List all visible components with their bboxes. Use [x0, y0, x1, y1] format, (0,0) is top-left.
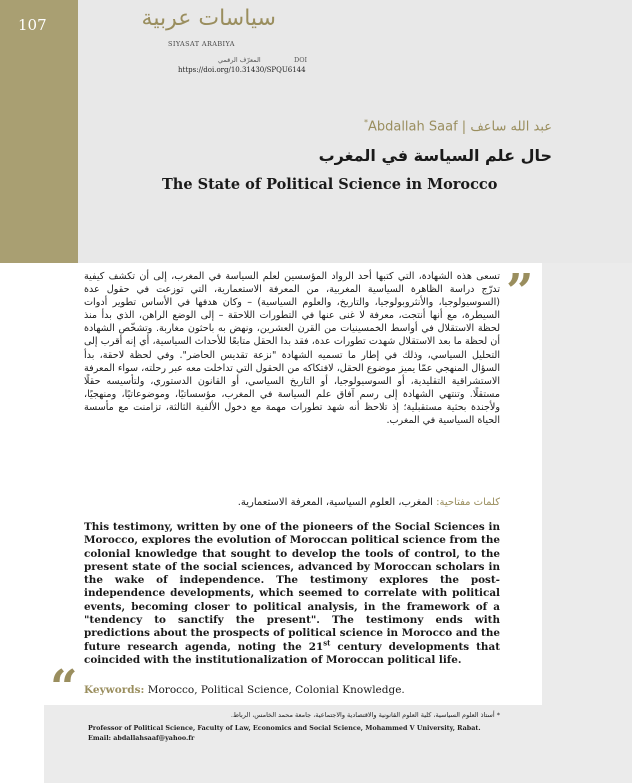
keywords-label-english: Keywords: — [84, 684, 145, 696]
footnote-arabic-text: أستاذ العلوم السياسية، كلية العلوم القانونية والاقتصادية والاجتماعية، جامعة محمد الخامس، الرباط. — [230, 711, 495, 719]
footnote-english: Professor of Political Science, Faculty of Law, Economics and Social Science, Mohammed V University, Rabat. — [88, 724, 481, 732]
journal-logo-arabic: سياسات عربية — [141, 6, 276, 31]
abstract-english — [84, 521, 500, 667]
keywords-list-english: Morocco, Political Science, Colonial Knowledge. — [147, 684, 405, 696]
footnote-arabic — [84, 711, 500, 719]
footnote-email[interactable]: Email: abdallahsaaf@yahoo.fr — [88, 734, 195, 742]
author-name-arabic: عبد الله ساعف — [470, 119, 552, 135]
article-title-arabic: حال علم السياسة في المغرب — [318, 146, 552, 165]
ordinal-suffix: st — [323, 638, 331, 648]
doi-label-arabic: المعرّف الرقمي — [218, 56, 261, 64]
author-line — [364, 118, 552, 134]
keywords-english — [84, 684, 405, 696]
article-title-english: The State of Political Science in Morocco — [162, 176, 498, 193]
author-name-latin: Abdallah Saaf — [367, 119, 458, 135]
page-number-band — [0, 0, 78, 263]
keywords-label-arabic: كلمات مفتاحية: — [436, 497, 500, 508]
author-separator: | — [461, 119, 467, 135]
footnote-mark: * — [496, 711, 500, 719]
journal-logo-english: SIYASAT ARABIYA — [168, 40, 235, 48]
journal-logo — [141, 6, 276, 62]
close-quote-icon: “ — [50, 660, 78, 716]
abstract-arabic: تسعى هذه الشهادة، التي كتبها أحد الرواد المؤسسين لعلم السياسة في المغرب، إلى أن تكشف كيفية تدرّج دراسة الظاهرة السياسية المغربية، من المعرفة الاستعمارية، التي توزعت في حقول عدة (السوسيولوجيا، والأنثروبولوجيا، والتاريخ، والعلوم السياسية) – وكان هدفها في الأساس تطوير أدوات السيطرة، مع أنها أنتجت، معرفة لا غنى عنها في التطورات اللاحقة – إلى الوضع الراهن، الذي بدأ منذ لحظة الاستقلال في أواسط الخمسينيات من القرن العشرين، ونهض به باحثون مغاربة. وتشخّص الشهادة أن لحظة ما بعد الاستقلال شهدت تطورات عدة، فقد بدا الحقل متابعًا للأحداث السياسية، أي إنه أقرب إلى التحليل السياسي، وذلك في إطار ما تسميه الشهادة "نزعة تقديس الحاضر". وفي لحظة لاحقة، بدأ السؤال المنهجي عمّا يميز موضوع الحقل، لافتكاكه من الحقول التي تداخلت معه عبر رحلته، سواء المعرفة الاستشراقية التقليدية، أو السوسيولوجيا، أو التاريخ السياسي، أو القانون الدستوري، ولتأسيسه حقلًا مستقلًا. وتنتهي الشهادة إلى رسم آفاق علم السياسة في المغرب، مؤسساتيًا، وموضوعاتيًا، ومنهجيًا، ولأجندة بحثية مستقبلية؛ إذ تلاحظ أنه شهد تطورات مهمة مع دخول الألفية الثالثة، تزامنت مع مأسسة الحياة السياسية في المغرب. — [84, 271, 500, 427]
left-margin-strip — [0, 263, 44, 783]
doi-link[interactable]: https://doi.org/10.31430/SPQU6144 — [178, 66, 306, 74]
doi-label: DOI — [294, 56, 308, 64]
open-quote-icon: ” — [506, 264, 534, 320]
abstract-english-part1: This testimony, written by one of the pioneers of the Social Sciences in Morocco, explores the evolution of Moroccan political science from the colonial knowledge that sought to develop the tools of control, to the present state of the social sciences, advanced by Moroccan scholars in the wake of independence. The testimony explores the post-independence developments, which seemed to correlate with political events, becoming closer to political analysis, in the framework of a "tendency to sanctify the present". The testimony ends with predictions about the prospects of political science in Morocco and the future research agenda, noting the 21 — [84, 521, 500, 653]
keywords-arabic — [84, 497, 500, 508]
abstract-english-part2: century developments that coincided with the institutionalization of Moroccan political life. — [84, 640, 500, 666]
page-number: 107 — [18, 16, 47, 34]
article-header — [78, 0, 632, 263]
keywords-list-arabic: المغرب، العلوم السياسية، المعرفة الاستعمارية. — [237, 497, 433, 508]
author-footnote-mark: * — [363, 118, 368, 127]
